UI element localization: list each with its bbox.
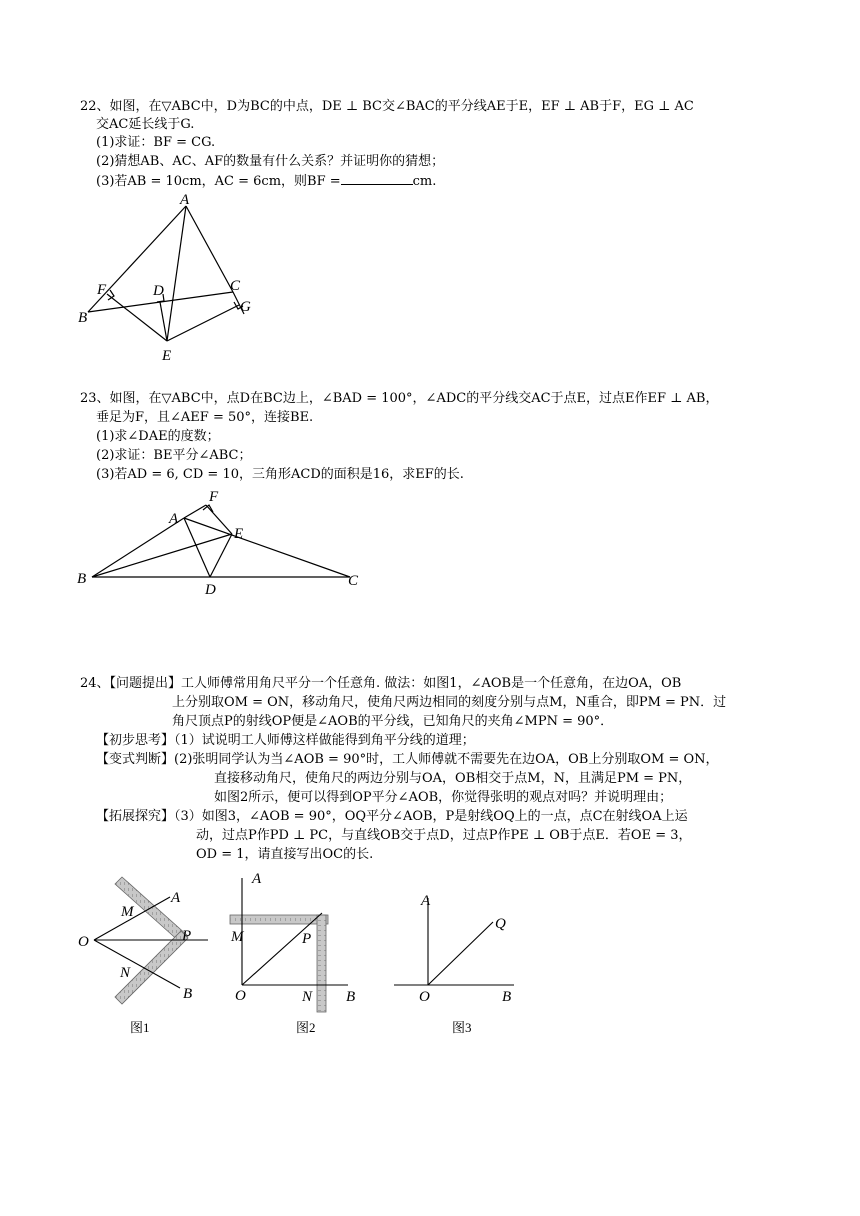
label-D: D (153, 283, 164, 299)
q22-figure (76, 192, 266, 368)
label-A: A (252, 871, 262, 887)
label-C: C (230, 278, 241, 294)
label-G: G (240, 299, 251, 315)
label-D: D (205, 582, 216, 596)
label-O: O (419, 989, 430, 1005)
label-P: P (302, 931, 312, 947)
label-C: C (348, 573, 359, 589)
label-A: A (180, 192, 190, 208)
q24-figure1 (74, 870, 224, 1040)
q22-part3 (96, 172, 436, 191)
label-A: A (169, 511, 179, 527)
q22-part1: (1)求证：BF = CG. (96, 135, 216, 150)
q24-line8: 【拓展探究】（3）如图3，∠AOB = 90°，OQ平分∠AOB，P是射线OQ上的一点，点C在射线OA上运 (96, 809, 688, 824)
q24-line7: 如图2所示，便可以得到OP平分∠AOB，你觉得张明的观点对吗？并说明理由； (214, 790, 673, 805)
q24-line6: 直接移动角尺，使角尺的两边分别与OA，OB相交于点M，N，且满足PM = PN， (214, 771, 692, 786)
q24-line4: 【初步思考】（1）试说明工人师傅这样做能得到角平分线的道理； (96, 733, 475, 748)
label-P: P (182, 928, 192, 944)
q24-line1: 24、【问题提出】工人师傅常用角尺平分一个任意角. 做法：如图1，∠AOB是一个任意角，在边OA，OB (80, 676, 682, 691)
label-B: B (346, 989, 356, 1005)
q23-line1: 23、如图，在▽ABC中，点D在BC边上，∠BAD = 100°，∠ADC的平分线交AC于点E，过点E作EF ⊥ AB， (80, 391, 719, 406)
q22-line1: 22、如图，在▽ABC中，D为BC的中点，DE ⊥ BC交∠BAC的平分线AE于E，EF ⊥ AB于F，EG ⊥ AC (80, 99, 694, 114)
label-F: F (209, 489, 219, 505)
label-A: A (421, 893, 431, 909)
label-Q: Q (495, 916, 506, 932)
q22-part2: (2)猜想AB、AC、AF的数量有什么关系？并证明你的猜想； (96, 154, 445, 169)
label-M: M (231, 929, 244, 945)
fig3-caption: 图3 (452, 1020, 472, 1035)
fig1-caption: 图1 (130, 1020, 150, 1035)
q22-part3-unit: cm. (412, 174, 437, 189)
label-B: B (183, 986, 193, 1002)
q24-line3: 角尺顶点P的射线OP便是∠AOB的平分线，已知角尺的夹角∠MPN = 90°． (172, 714, 614, 729)
label-M: M (121, 904, 134, 920)
q22-line2: 交AC延长线于G. (96, 117, 195, 132)
q22-part3-text: (3)若AB = 10cm，AC = 6cm，则BF = (96, 174, 341, 189)
label-A: A (171, 890, 181, 906)
label-O: O (235, 988, 246, 1004)
label-B: B (502, 989, 512, 1005)
q23-part1: (1)求∠DAE的度数； (96, 429, 220, 444)
q23-part2: (2)求证：BE平分∠ABC； (96, 448, 252, 463)
label-E: E (162, 348, 172, 364)
q24-line10: OD = 1，请直接写出OC的长. (196, 847, 374, 862)
q24-line9: 动，过点P作PD ⊥ PC，与直线OB交于点D，过点P作PE ⊥ OB于点E．若OE = 3， (196, 828, 692, 843)
label-F: F (97, 282, 107, 298)
label-N: N (120, 965, 131, 981)
answer-blank (341, 172, 413, 185)
q23-figure (74, 484, 370, 596)
label-E: E (234, 526, 244, 542)
q24-figure2 (226, 866, 362, 1040)
q23-part3: (3)若AD = 6, CD = 10，三角形ACD的面积是16，求EF的长. (96, 467, 464, 482)
label-N: N (302, 989, 313, 1005)
label-O: O (78, 934, 89, 950)
label-B: B (77, 571, 87, 587)
label-B: B (78, 310, 88, 326)
q24-line2: 上分别取OM = ON，移动角尺，使角尺两边相同的刻度分别与点M，N重合，即PM = PN．过 (172, 695, 727, 710)
q24-line5: 【变式判断】(2)张明同学认为当∠AOB = 90°时，工人师傅就不需要先在边OA，OB上分别取OM = ON， (96, 752, 719, 767)
fig2-caption: 图2 (296, 1020, 316, 1035)
q23-line2: 垂足为F，且∠AEF = 50°，连接BE. (96, 410, 314, 425)
q24-figure3 (388, 886, 524, 1040)
